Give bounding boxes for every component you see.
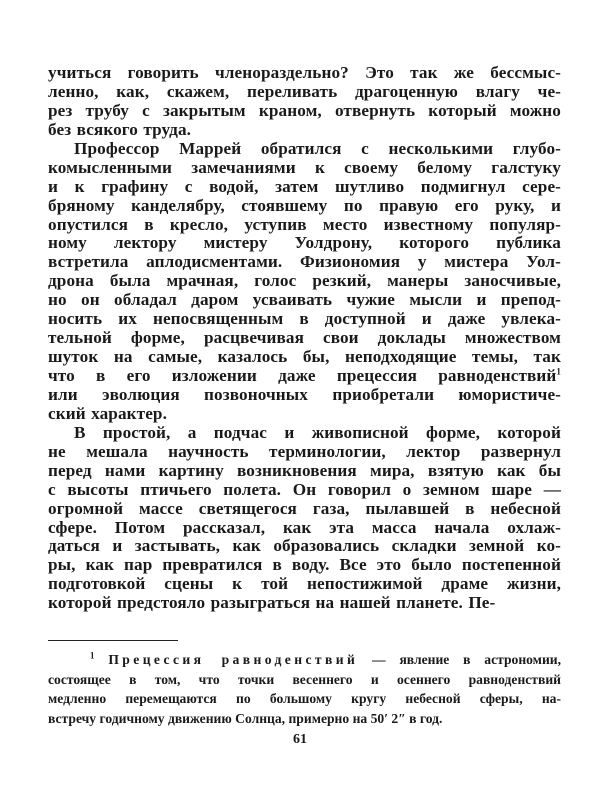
- text-line: перед нами картину возникновения мира, взятую как бы: [48, 460, 561, 480]
- text-line: дрона была мрачная, голос резкий, манеры заносчивые,: [48, 271, 561, 291]
- text-line: рез трубу с закрытым краном, отвернуть который можно: [48, 100, 561, 120]
- text-line: огромной массе светящегося газа, пылавшей в небесной: [48, 498, 561, 518]
- footnote-line: медленно перемещаются по большому кругу небесной сферы, на-: [48, 691, 561, 706]
- footnote-line: [48, 650, 561, 670]
- text-line: учиться говорить членораздельно? Это так же бессмыс-: [48, 63, 561, 82]
- footnote-line: встречу годичному движению Солнца, примерно на 50′ 2″ в год.: [48, 710, 443, 726]
- footnote-marker: 1: [90, 650, 95, 661]
- text-line: без всякого труда.: [48, 119, 192, 139]
- text-line: сфере. Потом рассказал, как эта масса начала охлаж-: [48, 517, 561, 537]
- text-line: ский характер.: [48, 403, 167, 423]
- text-line: которой предстояло разыграться на нашей планете. Пе-: [48, 593, 496, 613]
- text-line: [48, 367, 561, 386]
- footnote-text: — явление в астрономии,: [372, 652, 562, 667]
- footnote-term: Прецессия равноденствий: [108, 652, 359, 667]
- text-line: опустился в кресло, уступив место известному популяр-: [48, 214, 561, 234]
- text-line: комысленными замечаниями к своему белому галстуку: [48, 157, 561, 177]
- text-line: встретила аплодисментами. Физиономия у мистера Уол-: [48, 252, 561, 272]
- text-line: и к графину с водой, затем шутливо подмигнул сере-: [48, 176, 561, 196]
- footnote-line: состоящее в том, что точки весеннего и осеннего равноденствий: [48, 671, 561, 687]
- text-line: или эволюция позвоночных приобретали юмористиче-: [48, 384, 561, 404]
- text-line: с высоты птичьего полета. Он говорил о земном шаре —: [48, 479, 561, 499]
- text-line: ленно, как, скажем, переливать драгоценную влагу че-: [48, 81, 561, 101]
- text-line: шуток на самые, казалось бы, неподходящие темы, так: [48, 347, 561, 367]
- text-line: носить их непосвященным в доступной и даже увлека-: [48, 309, 561, 329]
- text-line: ры, как пар превратился в воду. Все это было постепенной: [48, 555, 561, 575]
- text-line: ному лектору мистеру Уолдрону, которого публика: [48, 233, 561, 253]
- footnote-reference[interactable]: 1: [556, 366, 561, 377]
- text-line: В простой, а подчас и живописной форме, которой: [74, 422, 561, 442]
- text-line: но он обладал даром усваивать чужие мысли и препод-: [48, 290, 561, 310]
- footnote: [48, 650, 561, 728]
- page-number: 61: [293, 732, 307, 747]
- text-line: бряному канделябру, стоявшему по правую его руку, и: [48, 195, 561, 215]
- text-line: даться и застывать, как образовались складки земной ко-: [48, 536, 561, 556]
- text-line: не мешала научность терминологии, лектор развернул: [48, 441, 561, 461]
- text-line-content: что в его изложении даже прецессия равноденствий: [48, 366, 557, 385]
- text-line: подготовкой сцены к той непостижимой драме жизни,: [48, 574, 561, 594]
- footnote-divider: [48, 640, 178, 641]
- text-line: Профессор Маррей обратился с несколькими глубо-: [74, 138, 561, 158]
- body-text: [48, 64, 561, 613]
- text-line: тельной форме, расцвечивая свои доклады множеством: [48, 328, 561, 348]
